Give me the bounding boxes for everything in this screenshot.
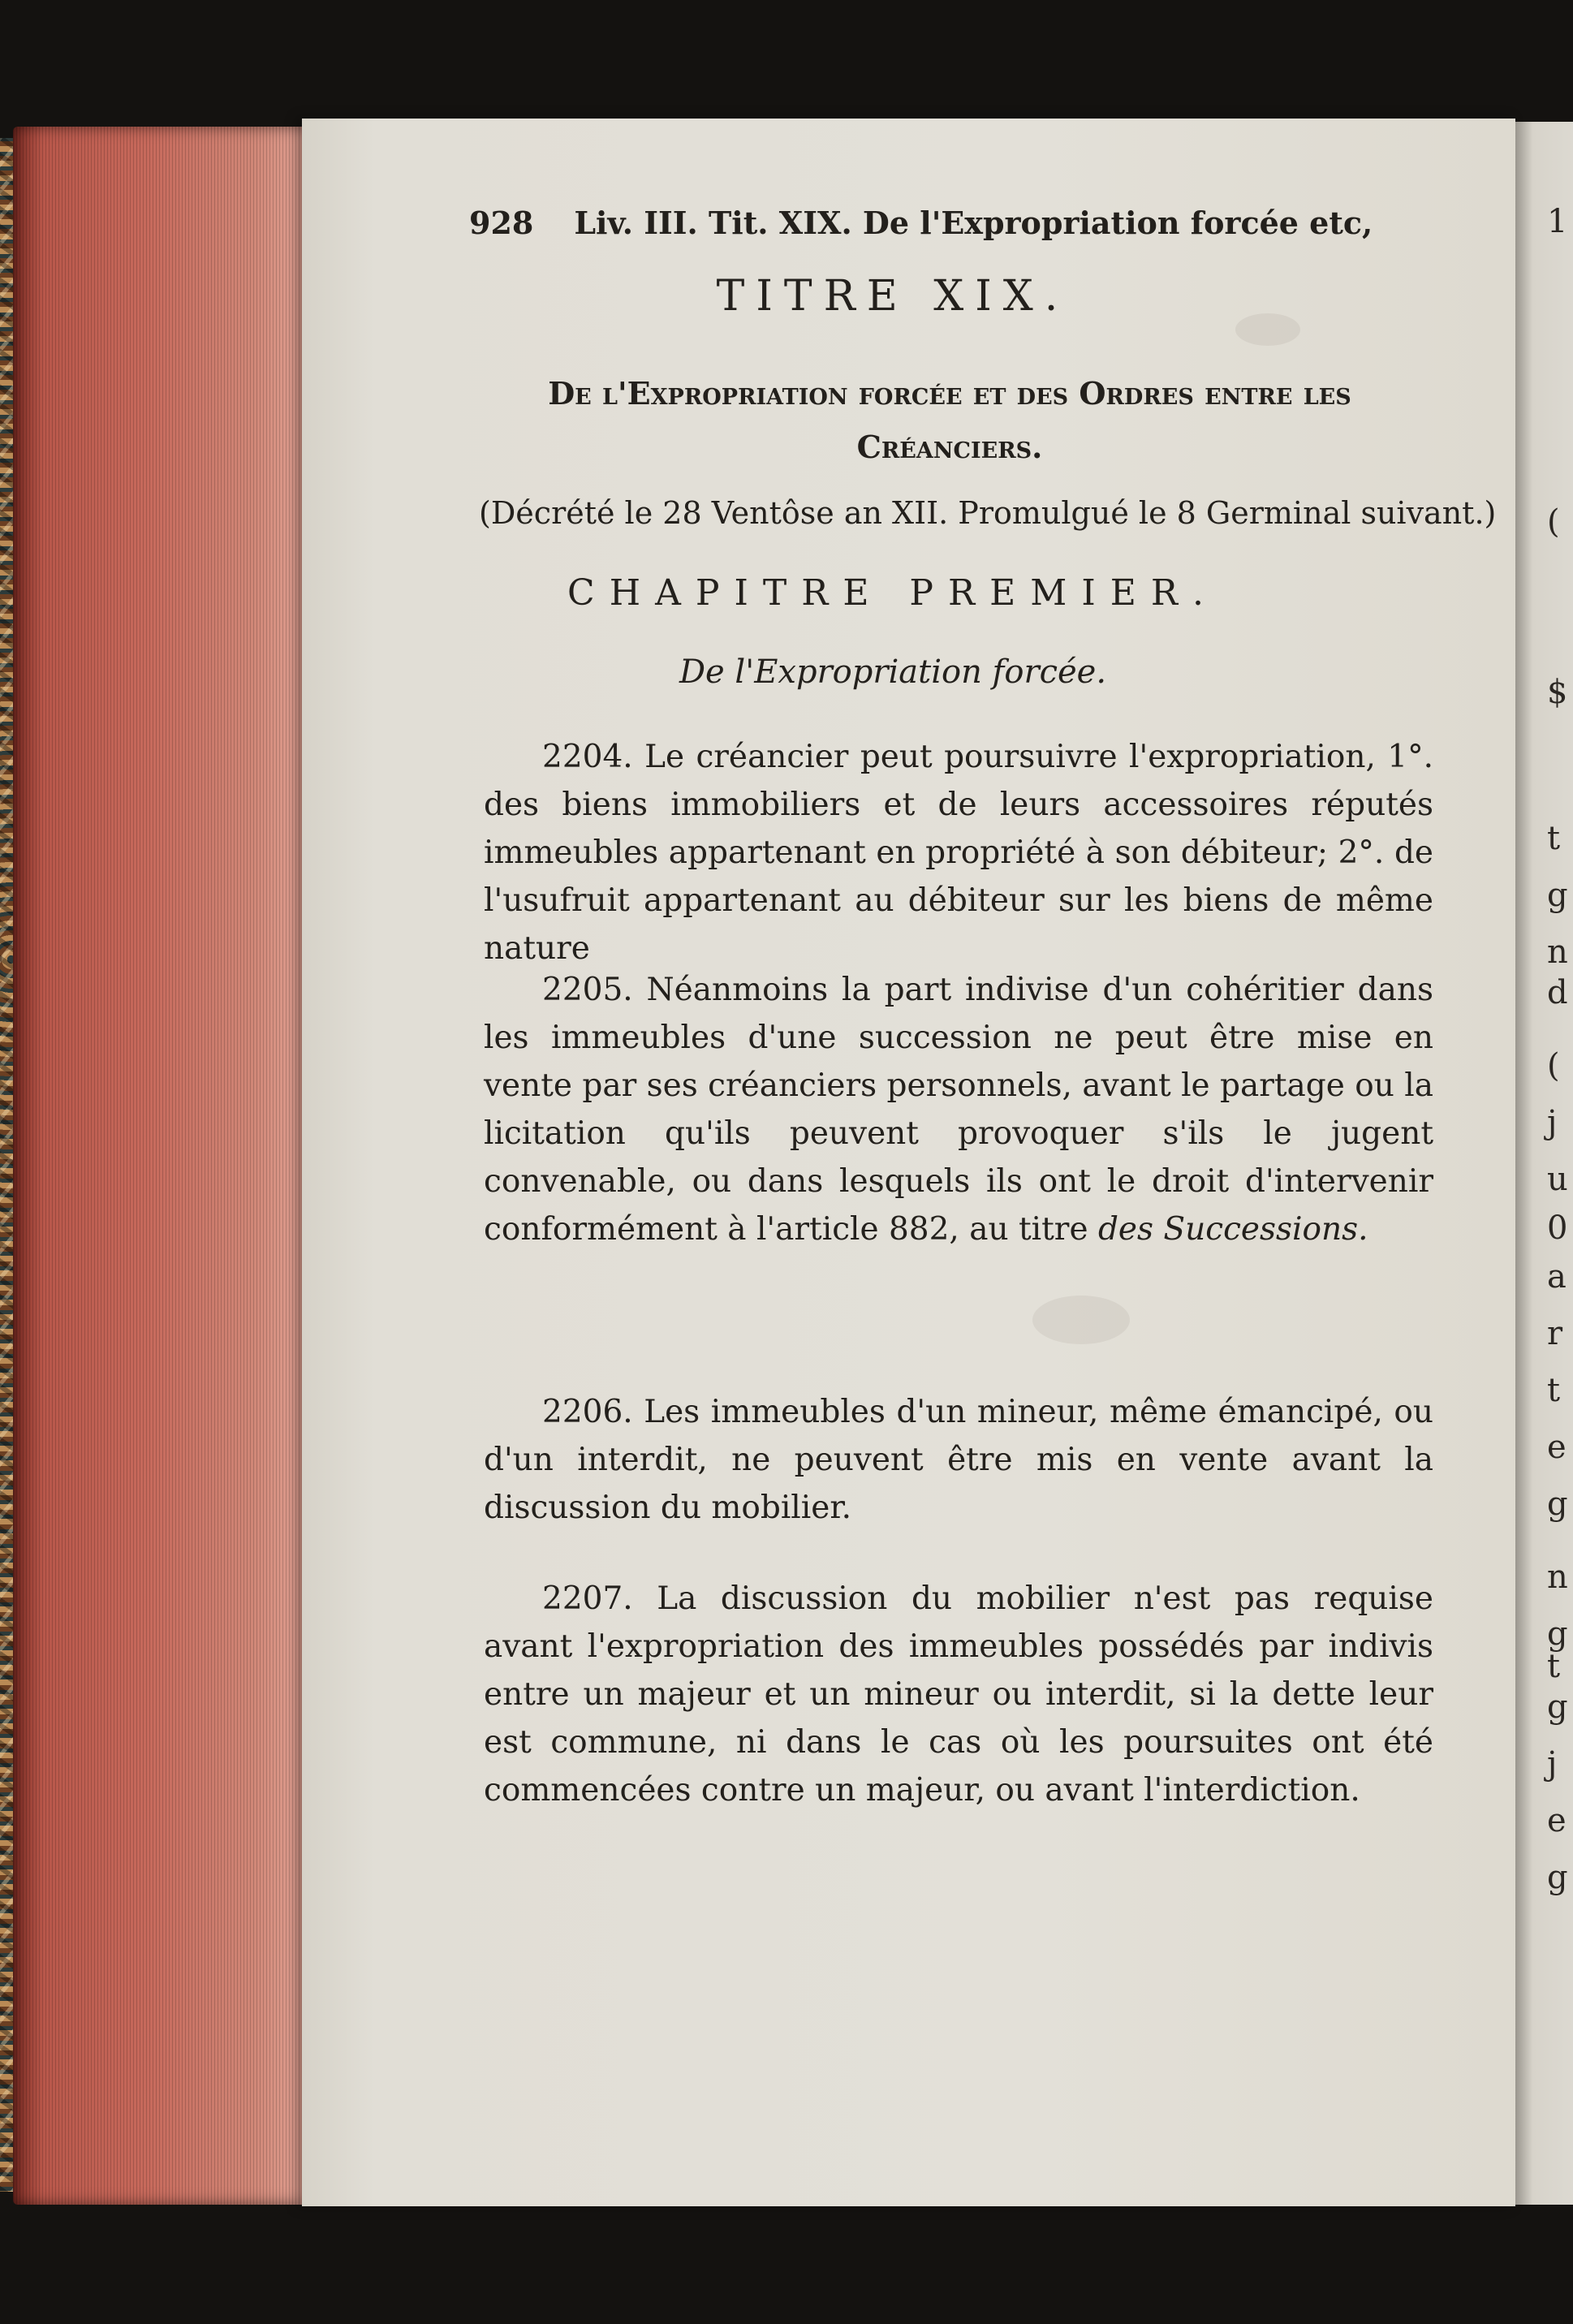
facing-page-glyph: e — [1547, 1802, 1567, 1839]
facing-page-glyph: a — [1547, 1258, 1567, 1296]
facing-page-glyph: 0 — [1547, 1209, 1568, 1247]
article-italic-reference: des Successions. — [1097, 1211, 1368, 1248]
facing-page-glyph: n — [1547, 1559, 1568, 1596]
facing-page-glyph: t — [1547, 1648, 1561, 1685]
facing-page-glyph: u — [1547, 1161, 1568, 1198]
article-number: 2204. — [542, 739, 633, 775]
article-number: 2207. — [542, 1580, 633, 1617]
facing-page-glyph: $ — [1547, 674, 1568, 711]
facing-page-glyph: e — [1547, 1429, 1567, 1466]
article-text: Les immeubles d'un mineur, même émancipé, ou d'un interdit, ne peuvent être mis en vente avant la discussion du mobilier. — [484, 1394, 1433, 1526]
article-2206 — [484, 1388, 1433, 1532]
article-2204 — [484, 733, 1433, 972]
article-2205 — [484, 966, 1433, 1253]
section-title: De l'Expropriation forcée. — [679, 653, 1107, 691]
decree-note: (Décrété le 28 Ventôse an XII. Promulgué le 8 Germinal suivant.) — [479, 495, 1497, 531]
facing-page-glyph: g — [1547, 1688, 1568, 1726]
article-text: Néanmoins la part indivise d'un cohéritier dans les immeubles d'une succession ne peut être mise en vente par ses créanciers personnels, avant le partage ou la licitation qu'ils peuvent provoquer s'ils le jugent convenable, ou dans lesquels ils ont le droit d'intervenir conformément à l'article 882, au titre — [484, 972, 1434, 1248]
article-text: Le créancier peut poursuivre l'expropriation, 1°. des biens immobiliers et de leurs accessoires réputés immeubles appartenant en propriété à son débiteur; 2°. de l'usufruit appartenant au débiteur sur les biens de même nature — [484, 739, 1433, 967]
facing-page-glyph: j — [1547, 1745, 1558, 1783]
facing-page-glyph: g — [1547, 877, 1568, 914]
facing-page-glyph: d — [1547, 974, 1568, 1011]
article-number: 2205. — [542, 972, 633, 1008]
title-subheading: De l'Expropriation forcée et des Ordres entre les Créanciers. — [548, 375, 1351, 465]
facing-page-glyph: ( — [1547, 503, 1560, 541]
page-edges — [13, 127, 313, 2205]
paper-stain — [1032, 1296, 1130, 1344]
running-head-section: Liv. III. Tit. XIX. De l'Expropriation forcée etc, — [574, 205, 1373, 241]
facing-page-glyph: 1 — [1547, 203, 1568, 240]
article-text: La discussion du mobilier n'est pas requise avant l'expropriation des immeubles possédés par indivis entre un majeur et un mineur ou interdit, si la dette leur est commune, ni dans le cas où les poursuites ont été commencées contre un majeur, ou avant l'interdiction. — [484, 1580, 1433, 1809]
page-number: 928 — [469, 205, 534, 241]
facing-page-glyph: g — [1547, 1859, 1568, 1896]
facing-page-glyph: t — [1547, 1372, 1561, 1409]
facing-page-glyph: ( — [1547, 1047, 1560, 1084]
title-heading: TITRE XIX. — [716, 272, 1070, 321]
facing-page-glyph: r — [1547, 1315, 1563, 1352]
chapter-heading: CHAPITRE PREMIER. — [567, 572, 1218, 614]
facing-page-glyph: j — [1547, 1104, 1558, 1141]
running-head — [469, 205, 1419, 241]
article-2207 — [484, 1575, 1433, 1814]
facing-page-glyph: t — [1547, 820, 1561, 857]
article-number: 2206. — [542, 1394, 633, 1430]
facing-page-glyph: g — [1547, 1485, 1568, 1523]
facing-page-glyph: n — [1547, 933, 1568, 971]
facing-page-glyph: g — [1547, 1615, 1568, 1653]
